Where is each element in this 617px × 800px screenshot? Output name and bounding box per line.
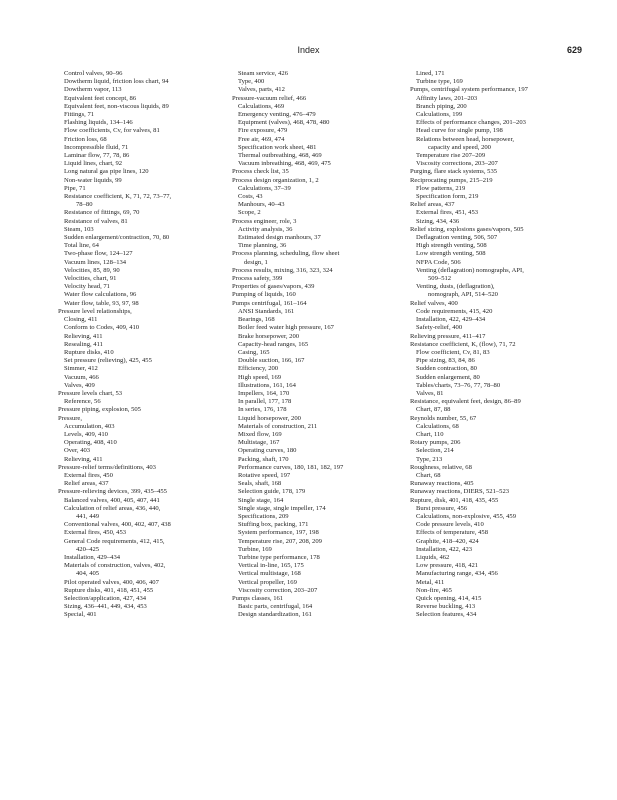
index-sub-entry: Sizing, 434, 436 — [416, 217, 460, 225]
index-sub-entry: Seals, shaft, 168 — [238, 480, 282, 488]
index-sub-entry: High strength venting, 508 — [416, 242, 487, 250]
index-main-entry: Resistance, equivalent feet, design, 86–89 — [410, 398, 521, 406]
index-sub-entry: 420–425 — [76, 545, 100, 553]
index-main-entry: Relieving pressure, 411–417 — [410, 332, 486, 340]
index-sub-entry: Effects of temperature, 458 — [416, 529, 489, 537]
index-sub-entry: Sudden enlargement/contraction, 70, 80 — [64, 234, 170, 242]
index-sub-entry: Equipment (valves), 468, 478, 480 — [238, 119, 330, 127]
index-sub-entry: Vacuum inbreathing, 468, 469, 475 — [238, 160, 331, 168]
index-sub-entry: Graphite, 418–420, 424 — [416, 537, 479, 545]
index-sub-entry: Specifications, 209 — [238, 512, 289, 520]
index-sub-entry: Type, 400 — [238, 78, 265, 86]
index-sub-entry: Performance curves, 180, 181, 182, 197 — [238, 463, 344, 471]
index-sub-entry: Sudden contraction, 80 — [416, 365, 477, 373]
index-sub-entry: 404, 405 — [76, 570, 100, 578]
index-main-entry: Process design organization, 1, 2 — [232, 176, 319, 184]
index-sub-entry: Calculations, 68 — [416, 422, 459, 430]
index-sub-entry: Branch piping, 200 — [416, 102, 467, 110]
index-sub-entry: Flow coefficient, Cv, 81, 83 — [416, 348, 490, 356]
index-sub-entry: Viscosity correction, 203–207 — [238, 586, 318, 594]
index-sub-entry: Casing, 165 — [238, 348, 270, 356]
index-sub-entry: Quick opening, 414, 415 — [416, 595, 482, 602]
index-main-entry: Pumps centrifugal, 161–164 — [232, 299, 307, 307]
index-column-3 — [410, 70, 586, 620]
index-main-entry: Relief sizing, explosions gases/vapors, 505 — [410, 225, 524, 233]
index-sub-entry: In series, 176, 178 — [238, 406, 287, 414]
index-sub-entry: Two-phase flow, 124–127 — [64, 250, 133, 258]
index-sub-entry: Vacuum lines, 128–134 — [64, 258, 127, 266]
index-sub-entry: Installation, 429–434 — [64, 553, 121, 561]
index-sub-entry: Water flow, table, 93, 97, 98 — [64, 299, 139, 307]
index-sub-entry: Velocity head, 71 — [64, 283, 110, 291]
index-sub-entry: Illustrations, 161, 164 — [238, 381, 296, 389]
index-sub-entry: Flow coefficients, Cv, for valves, 81 — [64, 127, 160, 135]
index-main-entry: Pressure, — [58, 414, 82, 422]
index-sub-entry: Accumulation, 403 — [64, 422, 115, 430]
index-sub-entry: Pilot operated valves, 400, 406, 407 — [64, 578, 159, 586]
index-sub-entry: Low strength venting, 508 — [416, 250, 486, 258]
index-sub-entry: Relations between head, horsepower, — [416, 135, 515, 143]
index-sub-entry: Activity analysis, 36 — [238, 225, 293, 233]
index-sub-entry: Manufacturing range, 434, 456 — [416, 570, 498, 578]
index-sub-entry: Steam, 103 — [64, 225, 94, 233]
index-sub-entry: 78–80 — [76, 201, 93, 209]
index-main-entry: Rupture, disk, 401, 418, 435, 455 — [410, 496, 499, 504]
index-sub-entry: Bearings, 168 — [238, 316, 275, 324]
index-main-entry: Pumping of liquids, 160 — [232, 291, 296, 299]
index-main-entry: Reciprocating pumps, 215–219 — [410, 176, 493, 184]
index-sub-entry: Dowtherm vapor, 113 — [64, 86, 122, 94]
index-main-entry: Pressure-relieving devices, 399, 435–455 — [58, 488, 167, 496]
index-sub-entry: Temperature rise, 207, 208, 209 — [238, 537, 322, 545]
index-sub-entry: Selection, 214 — [416, 447, 454, 455]
index-sub-entry: General Code requirements, 412, 415, — [64, 537, 165, 545]
index-sub-entry: System performance, 197, 198 — [238, 529, 319, 537]
index-main-entry: Pressure-vacuum relief, 466 — [232, 94, 307, 102]
index-sub-entry: Safety-relief, 400 — [416, 324, 463, 332]
index-sub-entry: Relief areas, 437 — [64, 480, 109, 488]
index-sub-entry: Brake horsepower, 200 — [238, 332, 300, 340]
index-sub-entry: Calculations, 199 — [416, 111, 463, 119]
index-main-entry: Process results, mixing, 316, 323, 324 — [232, 266, 333, 274]
index-sub-entry: Resistance of fittings, 69, 70 — [64, 209, 140, 217]
index-sub-entry: Low pressure, 418, 421 — [416, 562, 479, 570]
index-sub-entry: ANSI Standards, 161 — [238, 307, 295, 315]
index-main-entry: Relief areas, 437 — [410, 201, 455, 209]
index-main-entry: Resistance coefficient, K, (flow), 71, 72 — [410, 340, 516, 348]
index-sub-entry: Temperature rise 207–209 — [416, 152, 486, 160]
page-number: 629 — [566, 45, 582, 55]
index-sub-entry: Equivalent feet, non-viscous liquids, 89 — [64, 102, 169, 110]
index-sub-entry: Specification work sheet, 481 — [238, 143, 317, 151]
index-sub-entry: Code pressure levels, 410 — [416, 521, 484, 529]
index-sub-entry: Relieving, 411 — [64, 332, 103, 340]
index-sub-entry: Effects of performance changes, 201–203 — [416, 119, 526, 127]
index-sub-entry: Liquid horsepower, 200 — [238, 414, 301, 422]
index-sub-entry: Burst pressure, 456 — [416, 504, 468, 512]
index-sub-entry: Capacity-head ranges, 165 — [238, 340, 309, 348]
index-sub-entry: Installation, 422, 423 — [416, 545, 473, 553]
index-sub-entry: NFPA Code, 506 — [416, 258, 461, 266]
index-sub-entry: Emergency venting, 476–479 — [238, 111, 316, 119]
index-sub-entry: Closing, 411 — [64, 316, 98, 324]
index-sub-entry: Vacuum, 466 — [64, 373, 99, 381]
index-sub-entry: Long natural gas pipe lines, 120 — [64, 168, 149, 176]
index-sub-entry: Rotative speed, 197 — [238, 471, 291, 479]
index-main-entry: Pumps, centrifugal system performance, 197 — [410, 86, 528, 94]
index-sub-entry: Vertical in-line, 165, 175 — [238, 562, 304, 570]
index-sub-entry: Installation, 422, 429–434 — [416, 316, 486, 324]
index-sub-entry: Viscosity corrections, 203–207 — [416, 160, 498, 168]
index-sub-entry: Tables/charts, 73–76, 77, 78–80 — [416, 381, 501, 389]
index-sub-entry: Operating, 408, 410 — [64, 439, 117, 447]
index-sub-entry: Friction loss, 68 — [64, 135, 107, 143]
index-main-entry: Pressure levels chart, 53 — [58, 389, 123, 397]
index-sub-entry: Non-fire, 465 — [416, 586, 452, 594]
index-main-entry: Reynolds number, 55, 67 — [410, 414, 477, 422]
index-main-entry: Runaway reactions, DIERS, 521–523 — [410, 488, 510, 496]
index-sub-entry: External fires, 450, 453 — [64, 529, 127, 537]
index-sub-entry: capacity and speed, 200 — [428, 143, 491, 151]
index-sub-entry: Flow patterns, 219 — [416, 184, 466, 192]
index-sub-entry: Time planning, 36 — [238, 242, 287, 250]
index-main-entry: Pressure-relief terms/definitions, 403 — [58, 463, 156, 471]
index-sub-entry: Single stage, 164 — [238, 496, 284, 504]
index-sub-entry: Non-water liquids, 99 — [64, 176, 122, 184]
index-sub-entry: design, 1 — [244, 258, 268, 266]
index-sub-entry: Affinity laws, 201–203 — [416, 94, 478, 102]
index-sub-entry: Packing, shaft, 170 — [238, 455, 289, 463]
index-sub-entry: Conventional valves, 400, 402, 407, 438 — [64, 521, 171, 529]
index-column-1 — [58, 70, 224, 620]
index-sub-entry: Single stage, single impeller, 174 — [238, 504, 326, 512]
index-sub-entry: Total line, 64 — [64, 242, 99, 250]
index-sub-entry: Resistance coefficient, K, 71, 72, 73–77, — [64, 193, 172, 201]
index-sub-entry: Turbine, 169 — [238, 545, 272, 553]
index-sub-entry: Chart, 87, 88 — [416, 406, 451, 414]
index-sub-entry: 441, 449 — [76, 512, 100, 520]
index-sub-entry: Reverse buckling, 413 — [416, 603, 476, 611]
index-sub-entry: Levels, 409, 410 — [64, 430, 108, 438]
index-sub-entry: Free air, 469, 474 — [238, 135, 285, 143]
index-sub-entry: Venting, dusts, (deflagration), — [416, 283, 495, 291]
index-sub-entry: Resistance of valves, 81 — [64, 217, 128, 225]
index-main-entry: Purging, flare stack systems, 535 — [410, 168, 498, 176]
index-sub-entry: Operating curves, 180 — [238, 447, 297, 455]
index-sub-entry: Valves, parts, 412 — [238, 86, 285, 94]
index-main-entry: Process check list, 35 — [232, 168, 289, 176]
index-sub-entry: Calculations, 469 — [238, 102, 285, 110]
index-main-entry: Pumps classes, 161 — [232, 595, 284, 602]
index-sub-entry: Estimated design manhours, 37 — [238, 234, 321, 242]
index-sub-entry: Mixed flow, 169 — [238, 430, 282, 438]
index-sub-entry: 509–512 — [428, 275, 452, 283]
index-sub-entry: Selection features, 434 — [416, 611, 477, 619]
index-sub-entry: Double suction, 166, 167 — [238, 357, 305, 365]
index-sub-entry: Relieving, 411 — [64, 455, 103, 463]
index-main-entry: Process safety, 399 — [232, 275, 283, 283]
index-sub-entry: Fire exposure, 479 — [238, 127, 288, 135]
index-sub-entry: In parallel, 177, 178 — [238, 398, 292, 406]
index-sub-entry: Calculations, non-explosive, 455, 459 — [416, 512, 516, 520]
index-sub-entry: Code requirements, 415, 420 — [416, 307, 493, 315]
index-sub-entry: Thermal outbreathing, 468, 469 — [238, 152, 322, 160]
index-sub-entry: Calculations, 37–39 — [238, 184, 291, 192]
index-sub-entry: Equivalent feet concept, 86 — [64, 94, 137, 102]
index-sub-entry: Deflagration venting, 506, 507 — [416, 234, 498, 242]
index-sub-entry: Turbine type, 169 — [416, 78, 463, 86]
index-sub-entry: Impellers, 164, 170 — [238, 389, 290, 397]
index-sub-entry: Pipe sizing, 83, 84, 86 — [416, 357, 475, 365]
index-sub-entry: Sizing, 436–441, 449, 434, 453 — [64, 603, 147, 611]
index-sub-entry: Boiler feed water high pressure, 167 — [238, 324, 334, 332]
index-sub-entry: Selection/application, 427, 434 — [64, 595, 147, 602]
index-sub-entry: Chart, 110 — [416, 430, 444, 438]
index-sub-entry: External fires, 450 — [64, 471, 113, 479]
index-sub-entry: Selection guide, 178, 179 — [238, 488, 306, 496]
index-sub-entry: Steam service, 426 — [238, 70, 288, 77]
index-sub-entry: Simmer, 412 — [64, 365, 98, 373]
index-sub-entry: Sudden enlargement, 80 — [416, 373, 480, 381]
index-main-entry: Runaway reactions, 405 — [410, 480, 474, 488]
index-main-entry: Relief valves, 400 — [410, 299, 458, 307]
index-sub-entry: Head curve for single pump, 198 — [416, 127, 503, 135]
index-sub-entry: Velocities, 85, 89, 90 — [64, 266, 120, 274]
index-sub-entry: Laminar flow, 77, 78, 86 — [64, 152, 130, 160]
index-sub-entry: Specification form, 219 — [416, 193, 479, 201]
running-header-title: Index — [297, 45, 320, 55]
index-sub-entry: Turbine type performance, 178 — [238, 553, 320, 561]
index-column-2 — [232, 70, 406, 620]
index-sub-entry: Reference, 56 — [64, 398, 101, 406]
index-sub-entry: Control valves, 90–96 — [64, 70, 123, 77]
index-sub-entry: Special, 401 — [64, 611, 97, 619]
index-sub-entry: Multistage, 167 — [238, 439, 280, 447]
index-sub-entry: Incompressible fluid, 71 — [64, 143, 129, 151]
index-sub-entry: Rupture disks, 410 — [64, 348, 114, 356]
index-sub-entry: Water flow calculations, 96 — [64, 291, 137, 299]
index-sub-entry: Liquids, 462 — [416, 553, 450, 561]
index-sub-entry: Dowtherm liquid, friction loss chart, 94 — [64, 78, 169, 86]
index-sub-entry: Costs, 43 — [238, 193, 263, 201]
index-main-entry: Process engineer, role, 3 — [232, 217, 297, 225]
index-sub-entry: External fires, 451, 453 — [416, 209, 479, 217]
index-main-entry: Pressure level relationships, — [58, 307, 132, 315]
index-sub-entry: Lined, 171 — [416, 70, 445, 77]
index-sub-entry: Basic parts, centrifugal, 164 — [238, 603, 313, 611]
index-sub-entry: Type, 213 — [416, 455, 443, 463]
index-sub-entry: Efficiency, 200 — [238, 365, 279, 373]
index-main-entry: Pressure piping, explosion, 505 — [58, 406, 141, 414]
index-sub-entry: Conform to Codes, 409, 410 — [64, 324, 140, 332]
index-sub-entry: Valves, 409 — [64, 381, 95, 389]
index-sub-entry: Valves, 81 — [416, 389, 444, 397]
index-sub-entry: nomograph, API, 514–520 — [428, 291, 498, 299]
index-sub-entry: Velocities, chart, 91 — [64, 275, 117, 283]
index-sub-entry: Scope, 2 — [238, 209, 261, 217]
index-main-entry: Properties of gases/vapors, 439 — [232, 283, 315, 291]
index-sub-entry: Metal, 411 — [416, 578, 445, 586]
index-sub-entry: Calculation of relief areas, 436, 440, — [64, 504, 161, 512]
index-sub-entry: Design standardization, 161 — [238, 611, 312, 619]
index-sub-entry: Manhours, 40–43 — [238, 201, 285, 209]
index-sub-entry: Stuffing box, packing, 171 — [238, 521, 309, 529]
index-main-entry: Roughness, relative, 68 — [410, 463, 472, 471]
index-sub-entry: Resealing, 411 — [64, 340, 103, 348]
index-sub-entry: Vertical multistage, 168 — [238, 570, 301, 578]
index-sub-entry: Vertical propeller, 169 — [238, 578, 297, 586]
index-sub-entry: Venting (deflagration) nomographs, API, — [416, 266, 524, 274]
index-sub-entry: Fittings, 71 — [64, 111, 95, 119]
index-sub-entry: Balanced valves, 400, 405, 407, 441 — [64, 496, 160, 504]
index-main-entry: Process planning, scheduling, flow sheet — [232, 250, 340, 258]
index-sub-entry: Materials of construction, 211 — [238, 422, 318, 430]
index-sub-entry: Over, 403 — [64, 447, 91, 455]
index-sub-entry: High speed, 169 — [238, 373, 282, 381]
index-sub-entry: Liquid lines, chart, 92 — [64, 160, 123, 168]
index-sub-entry: Pipe, 71 — [64, 184, 86, 192]
index-main-entry: Rotary pumps, 206 — [410, 439, 461, 447]
index-sub-entry: Chart, 68 — [416, 471, 441, 479]
index-sub-entry: Rupture disks, 401, 418, 451, 455 — [64, 586, 154, 594]
index-sub-entry: Materials of construction, valves, 402, — [64, 562, 166, 570]
index-sub-entry: Flashing liquids, 134–146 — [64, 119, 133, 127]
index-sub-entry: Set pressure (relieving), 425, 455 — [64, 357, 152, 365]
